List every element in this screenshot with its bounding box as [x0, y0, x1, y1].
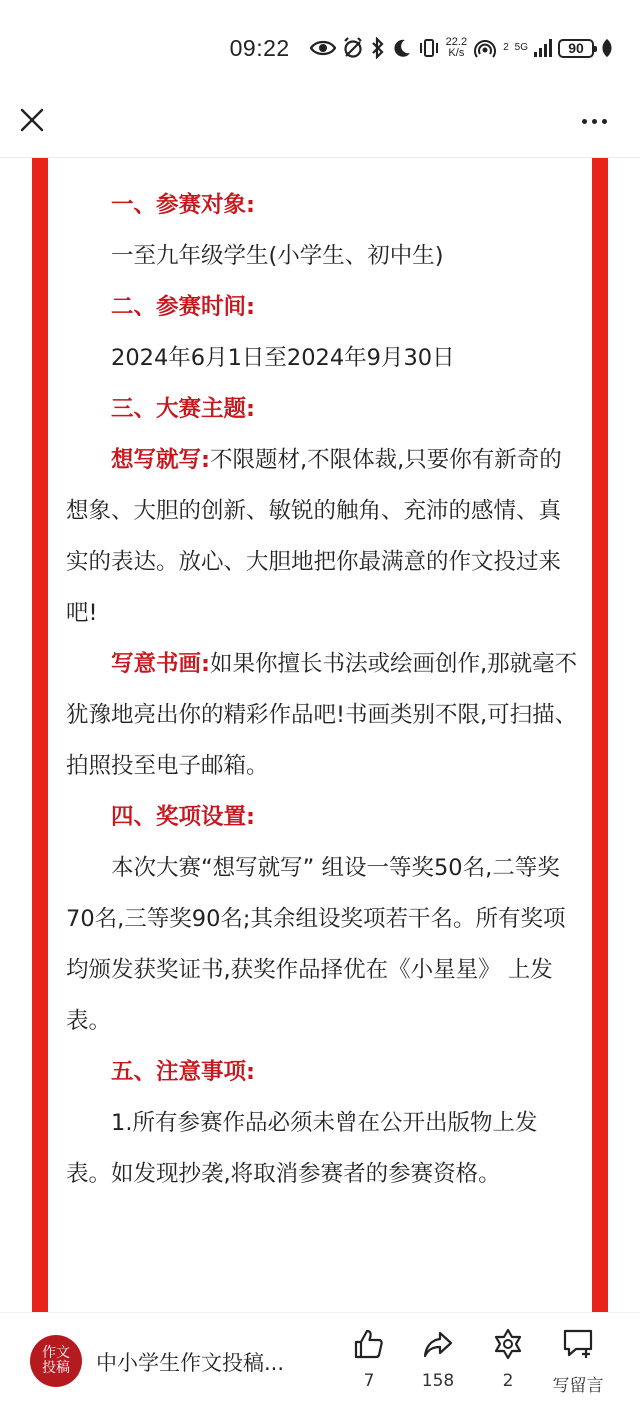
bluetooth-icon — [370, 36, 386, 60]
more-horizontal-icon — [582, 119, 587, 124]
account-name[interactable]: 中小学生作文投稿... — [96, 1351, 285, 1375]
article-frame — [32, 158, 608, 1312]
recommend-count: 2 — [502, 1371, 514, 1391]
more-button[interactable] — [574, 106, 614, 136]
eye-comfort-icon — [310, 36, 336, 60]
section-body: 本次大赛“想写就写” 组设一等奖50名,二等奖70名,三等奖90名;其余组设奖项若干名。所有奖项均颁发获奖证书,获奖作品择优在《小星星》 上发表。 — [66, 855, 566, 1034]
share-count: 158 — [421, 1371, 455, 1391]
avatar-text-line1: 作文 — [42, 1345, 70, 1361]
theme-paragraph — [66, 435, 578, 639]
theme-text: 不限题材,不限体裁,只要你有新奇的想象、大胆的创新、敏锐的触角、充沛的感情、真实的表达。放心、大胆地把你最满意的作文投过来吧! — [66, 447, 562, 626]
net-speed-value: 22.2 — [445, 36, 468, 48]
hd-badge: 2 — [503, 42, 509, 53]
share-icon — [421, 1327, 455, 1361]
write-comment-button[interactable] — [543, 1327, 613, 1396]
net-speed-unit: K/s — [448, 47, 465, 59]
avatar-text-line2: 投稿 — [42, 1360, 70, 1376]
section-body: 2024年6月1日至2024年9月30日 — [111, 345, 455, 371]
leaf-icon — [600, 36, 614, 60]
theme-label: 写意书画: — [111, 651, 210, 677]
section-body: 一至九年级学生(小学生、初中生) — [111, 243, 444, 269]
close-icon — [19, 107, 45, 137]
bottom-bar — [0, 1312, 640, 1408]
hotspot-icon — [473, 36, 497, 60]
article-text — [66, 180, 578, 1200]
alarm-off-icon — [342, 36, 364, 60]
net-speed — [446, 37, 467, 59]
theme-paragraph — [66, 639, 578, 792]
close-button[interactable] — [14, 104, 50, 140]
avatar[interactable] — [30, 1335, 82, 1387]
share-button[interactable] — [403, 1327, 473, 1391]
battery-icon — [558, 39, 594, 58]
section-body: 1.所有参赛作品必须未曾在公开出版物上发表。如发现抄袭,将取消参赛者的参赛资格。 — [66, 1110, 538, 1187]
section-title: 五、注意事项: — [111, 1059, 255, 1085]
article-content[interactable] — [48, 158, 592, 1312]
thumbs-up-icon — [352, 1327, 386, 1361]
section-title: 二、参赛时间: — [111, 294, 255, 320]
like-button[interactable] — [334, 1327, 404, 1391]
battery-level: 90 — [568, 40, 584, 56]
nav-bar — [0, 96, 640, 158]
section-title: 三、大赛主题: — [111, 396, 255, 422]
section-title: 一、参赛对象: — [111, 192, 255, 218]
moon-icon — [392, 36, 412, 60]
status-time: 09:22 — [229, 34, 290, 61]
like-count: 7 — [363, 1371, 375, 1391]
theme-label: 想写就写: — [111, 447, 210, 473]
theme-text: 如果你擅长书法或绘画创作,那就毫不犹豫地亮出你的精彩作品吧!书画类别不限,可扫描、拍照投至电子邮箱。 — [66, 651, 578, 779]
vibrate-icon — [418, 36, 440, 60]
recommend-flower-icon — [491, 1327, 525, 1361]
recommend-button[interactable] — [473, 1327, 543, 1391]
network-type: 5G — [514, 42, 528, 53]
comment-add-icon — [561, 1327, 595, 1361]
comment-label: 写留言 — [552, 1376, 604, 1396]
section-title: 四、奖项设置: — [111, 804, 255, 830]
signal-icon — [534, 39, 552, 57]
status-bar — [0, 0, 640, 96]
